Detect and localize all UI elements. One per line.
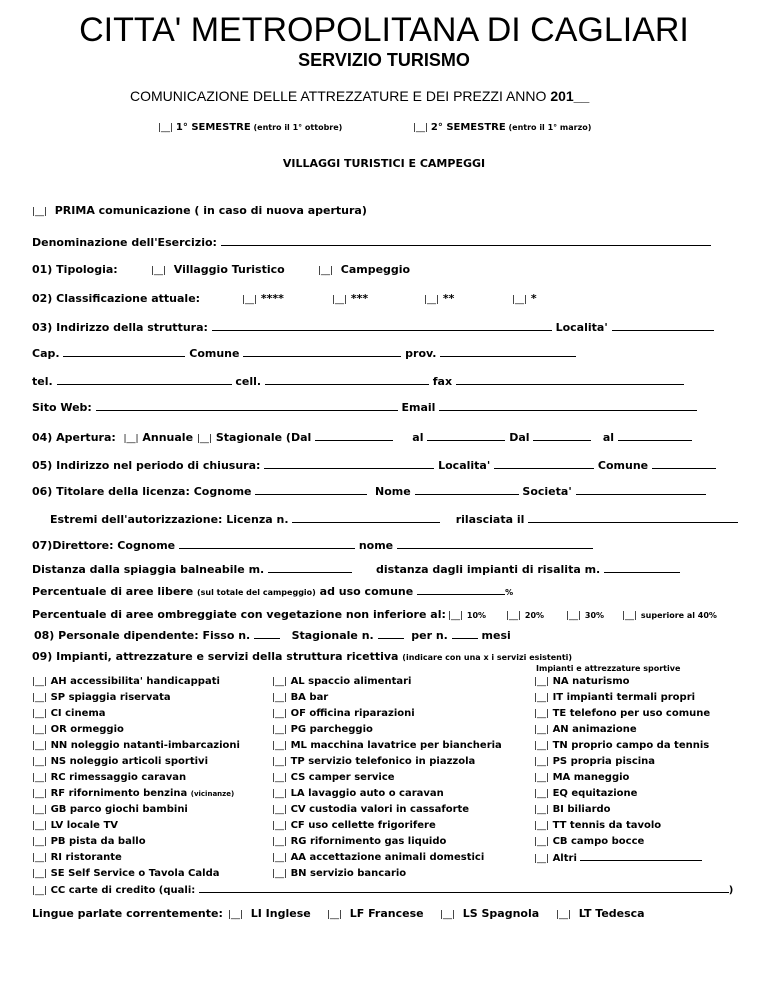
- service-label: BN servizio bancario: [290, 868, 407, 879]
- checkbox[interactable]: |__|: [158, 123, 174, 133]
- ombra-40-label: superiore al 40%: [640, 611, 717, 620]
- spiaggia-row: [32, 562, 352, 576]
- checkbox[interactable]: |__|: [32, 789, 48, 799]
- impianti-distance-row: [376, 562, 680, 576]
- service-item[interactable]: [272, 850, 502, 866]
- checkbox[interactable]: |__|: [556, 910, 572, 920]
- service-label: SE Self Service o Tavola Calda: [50, 868, 220, 879]
- service-item[interactable]: [534, 738, 710, 754]
- service-label: SP spiaggia riservata: [50, 692, 171, 703]
- indirizzo-field[interactable]: [212, 320, 552, 331]
- service-label: AH accessibilita' handicappati: [50, 676, 220, 687]
- service-item[interactable]: [534, 674, 710, 690]
- service-label: OF officina riparazioni: [290, 708, 415, 719]
- cc-close: ): [728, 885, 734, 896]
- fax-label: fax: [432, 375, 453, 388]
- chiusura-field[interactable]: [264, 458, 434, 469]
- contacts-row: [32, 374, 684, 388]
- ombra-20-label: 20%: [524, 611, 545, 620]
- cc-field[interactable]: [199, 882, 729, 893]
- rilasciata-field[interactable]: [528, 512, 738, 523]
- email-label: Email: [401, 401, 436, 414]
- societa-label: Societa': [522, 485, 572, 498]
- chiusura-comune-label: Comune: [597, 459, 649, 472]
- cell-label: cell.: [235, 375, 262, 388]
- checkbox[interactable]: |__|: [622, 611, 638, 621]
- service-label: PB pista da ballo: [50, 836, 146, 847]
- checkbox[interactable]: |__|: [272, 677, 288, 687]
- stagionale-personale-label: Stagionale n.: [291, 629, 374, 642]
- impianti-distance-label: distanza dagli impianti di risalita m.: [376, 563, 601, 576]
- indirizzo-row: [32, 320, 714, 334]
- service-label: AL spaccio alimentari: [290, 676, 412, 687]
- rilasciata-label: rilasciata il: [455, 513, 525, 526]
- service-item[interactable]: [272, 674, 502, 690]
- checkbox[interactable]: |__|: [440, 910, 456, 920]
- localita-field[interactable]: [612, 320, 714, 331]
- checkbox[interactable]: |__|: [32, 837, 48, 847]
- aree-libere-label: Percentuale di aree libere: [32, 585, 194, 598]
- cap-label: Cap.: [32, 347, 60, 360]
- service-item[interactable]: [32, 770, 240, 786]
- chiusura-localita-field[interactable]: [494, 458, 594, 469]
- titolare-label: 06) Titolare della licenza: Cognome: [32, 485, 252, 498]
- service-item[interactable]: [534, 850, 710, 866]
- dal-field-2[interactable]: [533, 430, 591, 441]
- service-item[interactable]: [534, 722, 710, 738]
- checkbox[interactable]: |__|: [32, 821, 48, 831]
- checkbox[interactable]: |__|: [534, 837, 550, 847]
- ombra-30-option[interactable]: [566, 608, 604, 623]
- checkbox[interactable]: |__|: [32, 741, 48, 751]
- localita-label: Localita': [555, 321, 608, 334]
- mesi-field[interactable]: [452, 628, 478, 639]
- checkbox[interactable]: |__|: [534, 789, 550, 799]
- tel-field[interactable]: [57, 374, 232, 385]
- checkbox[interactable]: |__|: [32, 853, 48, 863]
- checkbox[interactable]: |__|: [272, 725, 288, 735]
- cc-row: [32, 882, 733, 898]
- licenza-field[interactable]: [292, 512, 440, 523]
- checkbox[interactable]: |__|: [32, 757, 48, 767]
- service-label: RG rifornimento gas liquido: [290, 836, 447, 847]
- checkbox[interactable]: |__|: [534, 677, 550, 687]
- chiusura-comune-field[interactable]: [652, 458, 716, 469]
- fisso-field[interactable]: [254, 628, 280, 639]
- lingua-spagnola-option[interactable]: [440, 907, 539, 922]
- first-semester-label: 1° SEMESTRE: [175, 122, 251, 133]
- campeggio-option[interactable]: [318, 263, 410, 278]
- checkbox[interactable]: |__|: [534, 741, 550, 751]
- spiaggia-label: Distanza dalla spiaggia balneabile m.: [32, 563, 265, 576]
- checkbox[interactable]: |__|: [534, 821, 550, 831]
- checkbox[interactable]: |__|: [32, 869, 48, 879]
- service-item[interactable]: [32, 834, 240, 850]
- checkbox[interactable]: |__|: [32, 677, 48, 687]
- direttore-nome-label: nome: [358, 539, 394, 552]
- checkbox[interactable]: |__|: [32, 693, 48, 703]
- service-label: PS propria piscina: [552, 756, 656, 767]
- service-item[interactable]: [32, 786, 240, 802]
- al-label-1: al: [412, 431, 424, 444]
- service-item[interactable]: [534, 802, 710, 818]
- al-label-2: al: [602, 431, 615, 444]
- dal-label-2: Dal: [509, 431, 530, 444]
- stars-3-option[interactable]: [332, 292, 368, 307]
- ombra-10-option[interactable]: [448, 608, 486, 623]
- al-field-2[interactable]: [618, 430, 692, 441]
- titolare-nome-field[interactable]: [415, 484, 519, 495]
- rf-note: (vicinanze): [190, 790, 235, 798]
- direttore-nome-field[interactable]: [397, 538, 593, 549]
- villaggio-label: Villaggio Turistico: [173, 263, 285, 276]
- service-item[interactable]: [32, 706, 240, 722]
- lingua-francese-label: LF Francese: [349, 907, 424, 920]
- cap-field[interactable]: [63, 346, 185, 357]
- service-item[interactable]: [272, 690, 502, 706]
- cell-field[interactable]: [265, 374, 429, 385]
- checkbox[interactable]: |__|: [272, 741, 288, 751]
- service-label: ML macchina lavatrice per biancheria: [290, 740, 502, 751]
- lingue-label: Lingue parlate correntemente:: [32, 907, 223, 920]
- service-item[interactable]: [534, 706, 710, 722]
- lingua-inglese-label: LI Inglese: [250, 907, 311, 920]
- checkbox[interactable]: |__|: [272, 869, 288, 879]
- service-item[interactable]: [272, 738, 502, 754]
- checkbox[interactable]: |__|: [32, 805, 48, 815]
- email-field[interactable]: [439, 400, 697, 411]
- service-label: TN proprio campo da tennis: [552, 740, 710, 751]
- estremi-row: [50, 512, 738, 526]
- direttore-label: 07)Direttore: Cognome: [32, 539, 176, 552]
- lingua-francese-option[interactable]: [327, 907, 424, 922]
- campeggio-label: Campeggio: [340, 263, 411, 276]
- service-label: LA lavaggio auto o caravan: [290, 788, 444, 799]
- service-label: LV locale TV: [50, 820, 119, 831]
- service-label: EQ equitazione: [552, 788, 638, 799]
- aree-libere-note: (sul totale del campeggio): [197, 588, 316, 597]
- service-item[interactable]: [272, 770, 502, 786]
- stars-4-option[interactable]: [242, 292, 284, 307]
- service-label: RF rifornimento benzina: [50, 788, 188, 799]
- indirizzo-label: 03) Indirizzo della struttura:: [32, 321, 208, 334]
- checkbox[interactable]: |__|: [272, 837, 288, 847]
- stars-2-option[interactable]: [424, 292, 454, 307]
- checkbox[interactable]: |__|: [327, 910, 343, 920]
- checkbox[interactable]: |__|: [151, 266, 167, 276]
- service-label: RC rimessaggio caravan: [50, 772, 187, 783]
- service-label: CB campo bocce: [552, 836, 645, 847]
- fax-field[interactable]: [456, 374, 684, 385]
- checkbox[interactable]: |__|: [534, 757, 550, 767]
- document-subtitle: SERVIZIO TURISMO: [298, 50, 470, 70]
- percent-sign: %: [505, 588, 514, 597]
- apertura-label: 04) Apertura:: [32, 431, 116, 444]
- service-label: PG parcheggio: [290, 724, 373, 735]
- checkbox[interactable]: |__|: [413, 123, 429, 133]
- altri-field[interactable]: [580, 850, 702, 861]
- checkbox[interactable]: |__|: [534, 725, 550, 735]
- lingua-spagnola-label: LS Spagnola: [462, 907, 540, 920]
- checkbox[interactable]: |__|: [32, 725, 48, 735]
- denominazione-field[interactable]: [221, 235, 711, 246]
- service-label: CS camper service: [290, 772, 395, 783]
- service-label: IT impianti termali propri: [552, 692, 696, 703]
- service-item[interactable]: [272, 706, 502, 722]
- service-item[interactable]: [32, 850, 240, 866]
- checkbox[interactable]: |__|: [424, 295, 440, 305]
- comune-field[interactable]: [243, 346, 401, 357]
- lingua-inglese-option[interactable]: [228, 907, 311, 922]
- aree-libere-field[interactable]: [417, 584, 505, 595]
- service-item[interactable]: [534, 786, 710, 802]
- stars-1-option[interactable]: [512, 292, 537, 307]
- services-column-2: [272, 674, 502, 882]
- checkbox[interactable]: |__|: [272, 789, 288, 799]
- checkbox[interactable]: |__|: [318, 266, 334, 276]
- chiusura-label: 05) Indirizzo nel periodo di chiusura:: [32, 459, 261, 472]
- document-title: CITTA' METROPOLITANA DI CAGLIARI: [79, 11, 689, 49]
- prima-label: PRIMA comunicazione ( in caso di nuova apertura): [54, 204, 367, 217]
- service-label: CV custodia valori in cassaforte: [290, 804, 470, 815]
- apertura-row: [32, 430, 692, 446]
- direttore-row: [32, 538, 593, 552]
- comune-label: Comune: [189, 347, 240, 360]
- cc-checkbox[interactable]: |__|: [32, 886, 48, 896]
- section-title: VILLAGGI TURISTICI E CAMPEGGI: [282, 157, 486, 170]
- checkbox[interactable]: |__|: [534, 805, 550, 815]
- service-label: TP servizio telefonico in piazzola: [290, 756, 476, 767]
- service-item[interactable]: [32, 722, 240, 738]
- checkbox[interactable]: |__|: [272, 709, 288, 719]
- service-label: BI biliardo: [552, 804, 611, 815]
- ombra-30-label: 30%: [584, 611, 605, 620]
- checkbox[interactable]: |__|: [228, 910, 244, 920]
- sito-field[interactable]: [96, 400, 398, 411]
- al-field-1[interactable]: [427, 430, 505, 441]
- service-item[interactable]: [272, 834, 502, 850]
- checkbox[interactable]: |__|: [512, 295, 528, 305]
- stars-4-label: ****: [260, 292, 284, 305]
- ombra-40-option[interactable]: [622, 608, 717, 623]
- chiusura-row: [32, 458, 716, 472]
- impianti-heading: [32, 650, 572, 664]
- stagionale-label: Stagionale (Dal: [215, 431, 312, 444]
- first-semester-note: (entro il 1° ottobre): [253, 123, 343, 132]
- service-label: RI ristorante: [50, 852, 122, 863]
- service-label: NN noleggio natanti-imbarcazioni: [50, 740, 240, 751]
- personale-label: 08) Personale dipendente: Fisso n.: [34, 629, 251, 642]
- checkbox[interactable]: |__|: [32, 207, 48, 217]
- first-semester-option[interactable]: [158, 121, 342, 135]
- checkbox[interactable]: |__|: [534, 693, 550, 703]
- service-item[interactable]: [534, 770, 710, 786]
- service-label: TE telefono per uso comune: [552, 708, 711, 719]
- checkbox[interactable]: |__|: [506, 611, 522, 621]
- service-item[interactable]: [272, 722, 502, 738]
- second-semester-label: 2° SEMESTRE: [430, 122, 506, 133]
- service-item[interactable]: [272, 754, 502, 770]
- ombra-10-label: 10%: [466, 611, 487, 620]
- service-label: AA accettazione animali domestici: [290, 852, 485, 863]
- societa-field[interactable]: [576, 484, 706, 495]
- sportive-heading: Impianti e attrezzature sportive: [536, 664, 681, 673]
- communication-text: COMUNICAZIONE DELLE ATTREZZATURE E DEI PREZZI ANNO: [130, 88, 547, 104]
- stars-1-label: *: [530, 292, 537, 305]
- lingua-tedesca-option[interactable]: [556, 907, 645, 922]
- service-label: BA bar: [290, 692, 329, 703]
- cap-row: [32, 346, 576, 360]
- tel-label: tel.: [32, 375, 53, 388]
- checkbox[interactable]: |__|: [272, 693, 288, 703]
- classificazione-label: 02) Classificazione attuale:: [32, 292, 201, 305]
- checkbox[interactable]: |__|: [272, 821, 288, 831]
- impianti-note: (indicare con una x i servizi esistenti): [402, 653, 573, 662]
- checkbox[interactable]: |__|: [448, 611, 464, 621]
- sito-label: Sito Web:: [32, 401, 92, 414]
- second-semester-note: (entro il 1° marzo): [508, 123, 592, 132]
- service-label: MA maneggio: [552, 772, 630, 783]
- service-item[interactable]: [32, 866, 240, 882]
- service-item[interactable]: [272, 802, 502, 818]
- direttore-cognome-field[interactable]: [179, 538, 355, 549]
- checkbox[interactable]: |__|: [272, 805, 288, 815]
- prov-field[interactable]: [440, 346, 576, 357]
- per-label: per n.: [411, 629, 448, 642]
- service-item[interactable]: [32, 674, 240, 690]
- service-label: CI cinema: [50, 708, 106, 719]
- checkbox[interactable]: |__|: [332, 295, 348, 305]
- aree-libere-comune: ad uso comune: [319, 585, 414, 598]
- impianti-distance-field[interactable]: [604, 562, 680, 573]
- services-column-3: [534, 674, 710, 866]
- stagionale-checkbox[interactable]: |__|: [196, 434, 212, 444]
- checkbox[interactable]: |__|: [32, 709, 48, 719]
- checkbox[interactable]: |__|: [534, 854, 550, 864]
- service-label: Altri: [552, 853, 577, 864]
- service-label: AN animazione: [552, 724, 637, 735]
- villaggio-option[interactable]: [151, 263, 285, 278]
- titolare-cognome-field[interactable]: [255, 484, 367, 495]
- service-label: TT tennis da tavolo: [552, 820, 662, 831]
- service-label: GB parco giochi bambini: [50, 804, 188, 815]
- chiusura-localita-label: Localita': [438, 459, 491, 472]
- service-item[interactable]: [272, 786, 502, 802]
- aree-libere-row: [32, 584, 513, 599]
- checkbox[interactable]: |__|: [534, 709, 550, 719]
- annuale-label: Annuale: [142, 431, 194, 444]
- stagionale-personale-field[interactable]: [378, 628, 404, 639]
- second-semester-option[interactable]: [413, 121, 591, 135]
- service-item[interactable]: [534, 690, 710, 706]
- titolare-row: [32, 484, 706, 498]
- service-item[interactable]: [32, 818, 240, 834]
- titolare-nome-label: Nome: [375, 485, 411, 498]
- checkbox[interactable]: |__|: [534, 773, 550, 783]
- service-item[interactable]: [534, 834, 710, 850]
- denominazione-row: [32, 235, 711, 249]
- service-item[interactable]: [32, 754, 240, 770]
- cc-label: CC carte di credito (quali:: [50, 885, 196, 896]
- checkbox[interactable]: |__|: [272, 757, 288, 767]
- web-row: [32, 400, 697, 414]
- lingua-tedesca-label: LT Tedesca: [578, 907, 645, 920]
- service-item[interactable]: [32, 802, 240, 818]
- service-item[interactable]: [32, 738, 240, 754]
- communication-heading: [130, 88, 589, 104]
- service-label: NS noleggio articoli sportivi: [50, 756, 208, 767]
- checkbox[interactable]: |__|: [272, 853, 288, 863]
- dal-field-1[interactable]: [315, 430, 393, 441]
- annuale-checkbox[interactable]: |__|: [123, 434, 139, 444]
- personale-row: [34, 628, 511, 642]
- service-label: NA naturismo: [552, 676, 630, 687]
- estremi-label: Estremi dell'autorizzazione: Licenza n.: [50, 513, 289, 526]
- ombra-20-option[interactable]: [506, 608, 544, 623]
- spiaggia-field[interactable]: [268, 562, 352, 573]
- prov-label: prov.: [405, 347, 437, 360]
- stars-3-label: ***: [350, 292, 369, 305]
- denominazione-label: Denominazione dell'Esercizio:: [32, 236, 217, 249]
- tipologia-label: 01) Tipologia:: [32, 263, 118, 276]
- service-item[interactable]: [272, 818, 502, 834]
- service-label: CF uso cellette frigorifere: [290, 820, 436, 831]
- mesi-label: mesi: [481, 629, 511, 642]
- service-label: OR ormeggio: [50, 724, 124, 735]
- impianti-label: 09) Impianti, attrezzature e servizi della struttura ricettiva: [32, 650, 399, 663]
- prima-comunicazione-option[interactable]: [32, 204, 367, 219]
- checkbox[interactable]: |__|: [566, 611, 582, 621]
- service-item[interactable]: [534, 754, 710, 770]
- checkbox[interactable]: |__|: [32, 773, 48, 783]
- stars-2-label: **: [442, 292, 455, 305]
- checkbox[interactable]: |__|: [272, 773, 288, 783]
- services-column-1: [32, 674, 240, 882]
- ombreggiate-label: Percentuale di aree ombreggiate con vegetazione non inferiore al:: [32, 608, 446, 621]
- checkbox[interactable]: |__|: [242, 295, 258, 305]
- service-item[interactable]: [272, 866, 502, 882]
- service-item[interactable]: [534, 818, 710, 834]
- service-item[interactable]: [32, 690, 240, 706]
- year-field[interactable]: 201__: [550, 88, 590, 104]
